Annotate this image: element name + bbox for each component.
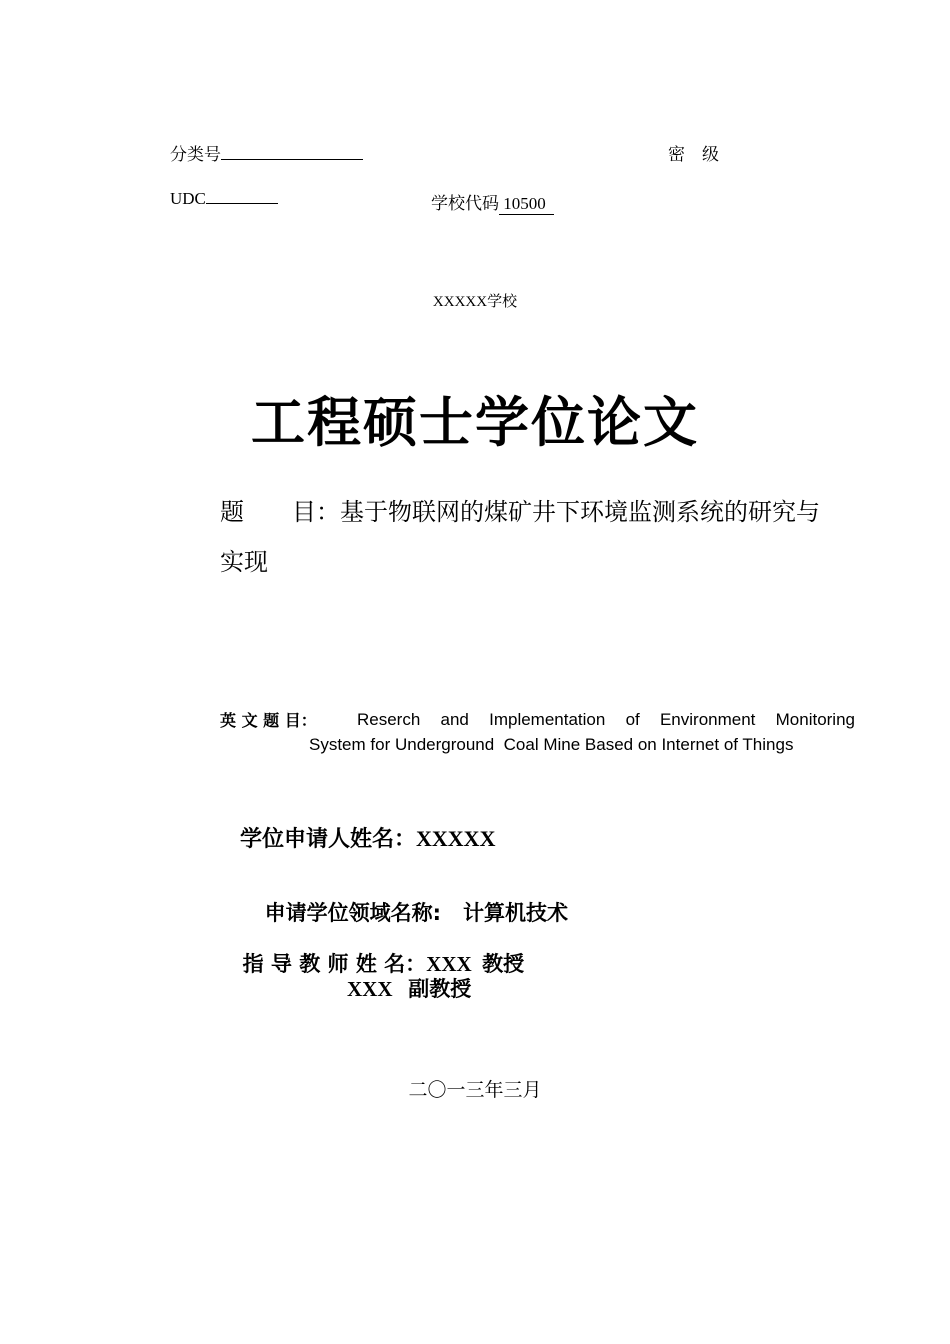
udc-row [170, 189, 278, 209]
field-row [250, 873, 568, 927]
chinese-title-text-1: 基于物联网的煤矿井下环境监测系统的研究与 [340, 498, 820, 526]
udc-label: UDC [170, 189, 206, 208]
english-title-line2: System for Underground Coal Mine Based on Internet of Things [309, 735, 794, 754]
chinese-title-label: 题 目： [220, 498, 340, 526]
thesis-date: 二〇一三年三月 [408, 1080, 542, 1101]
advisor-secondary: XXX 副教授 [347, 977, 472, 1001]
school-code-label: 学校代码 [431, 194, 499, 213]
applicant-label: 学位申请人姓名： [240, 827, 417, 852]
advisor-row [228, 923, 524, 978]
classification-row [170, 140, 363, 165]
field-label: 申请学位领域名称: [264, 901, 442, 925]
advisor-primary: XXX 教授 [426, 952, 525, 976]
classification-label: 分类号 [170, 145, 221, 164]
security-level-label: 密 级 [668, 145, 719, 164]
thesis-type-title: 工程硕士学位论文 [251, 391, 699, 454]
school-code-row [431, 189, 554, 215]
school-code-value: 10500 [499, 194, 555, 213]
chinese-title-text-2: 实现 [220, 548, 268, 576]
chinese-title-line1 [220, 490, 820, 534]
classification-field [221, 159, 363, 160]
english-title-line1: Reserch and Implementation of Environment Monitoring [357, 710, 855, 729]
applicant-name: XXXXX [416, 826, 496, 851]
udc-field [206, 203, 278, 204]
field-value: 计算机技术 [462, 901, 568, 925]
school-name: XXXXX学校 [432, 294, 518, 310]
applicant-row [240, 822, 495, 853]
advisor-label: 指 导 教 师 姓 名： [242, 952, 427, 976]
english-title-label: 英 文 题 目： [220, 711, 317, 730]
